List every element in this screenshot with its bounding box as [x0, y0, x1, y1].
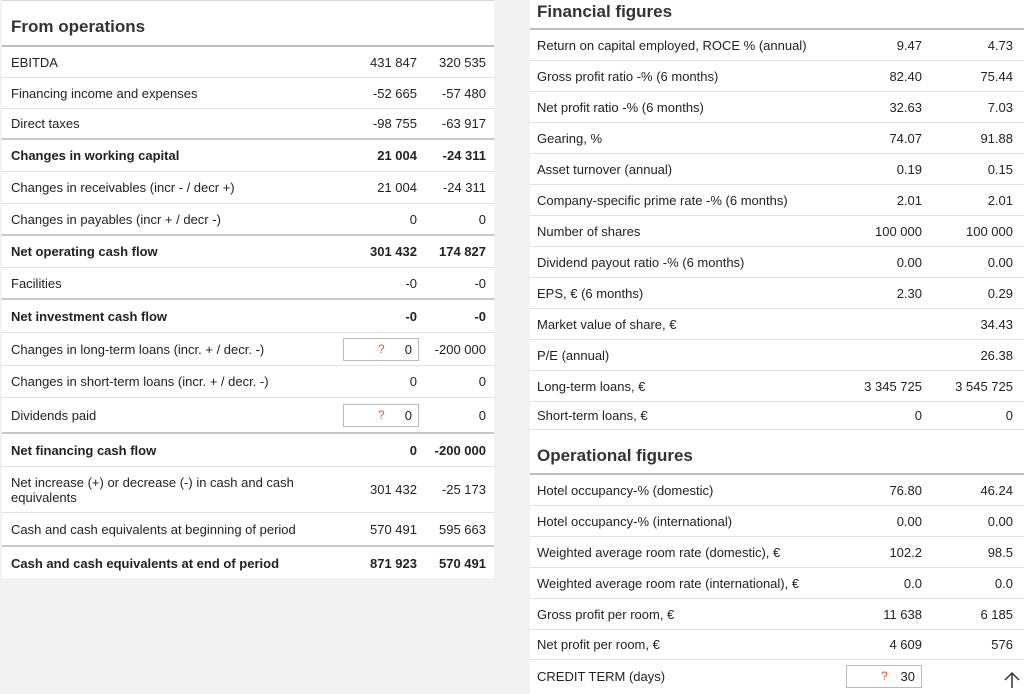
row-room-rate-domestic: Weighted average room rate (domestic), € 102.2 98.5	[530, 537, 1024, 568]
row-gearing: Gearing, % 74.07 91.88	[530, 123, 1024, 154]
row-net-profit-per-room: Net profit per room, € 4 609 576	[530, 630, 1024, 660]
figures-panel	[530, 0, 1024, 694]
row-pe: P/E (annual) 26.38	[530, 340, 1024, 371]
row-market-value-share: Market value of share, € 34.43	[530, 309, 1024, 340]
row-credit-term: CREDIT TERM (days) ? 30	[530, 660, 1024, 692]
row-receivables: Changes in receivables (incr - / decr +) 21 004 -24 311	[2, 172, 494, 204]
long-term-loans-input[interactable]: ? 0	[343, 338, 419, 361]
row-occupancy-international: Hotel occupancy-% (international) 0.00 0.00	[530, 506, 1024, 537]
row-cash-end: Cash and cash equivalents at end of period 871 923 570 491	[11, 555, 486, 571]
row-facilities: Facilities -0 -0	[2, 268, 494, 300]
row-dividend-payout: Dividend payout ratio -% (6 months) 0.00 0.00	[530, 247, 1024, 278]
row-room-rate-international: Weighted average room rate (international), € 0.0 0.0	[530, 568, 1024, 599]
arrow-up-icon[interactable]	[1002, 670, 1022, 690]
row-net-financing-cash-flow: Net financing cash flow 0 -200 000	[2, 434, 494, 467]
credit-term-input[interactable]: ? 30	[846, 665, 922, 688]
row-number-of-shares: Number of shares 100 000 100 000	[530, 216, 1024, 247]
row-working-capital: Changes in working capital 21 004 -24 311	[2, 140, 494, 172]
row-short-term-loans: Short-term loans, € 0 0	[530, 402, 1024, 430]
cash-flow-panel	[2, 0, 494, 578]
row-gross-profit-ratio: Gross profit ratio -% (6 months) 82.40 75.44	[530, 61, 1024, 92]
row-asset-turnover: Asset turnover (annual) 0.19 0.15	[530, 154, 1024, 185]
row-gross-profit-per-room: Gross profit per room, € 11 638 6 185	[530, 599, 1024, 630]
row-direct-taxes: Direct taxes -98 755 -63 917	[2, 109, 494, 140]
section-title-financial-figures: Financial figures	[537, 2, 673, 21]
dividends-paid-input[interactable]: ? 0	[343, 404, 419, 427]
row-dividends-paid: Dividends paid ? 0 0	[2, 398, 494, 434]
question-mark-icon: ?	[378, 342, 385, 356]
row-short-term-loans-change: Changes in short-term loans (incr. + / decr. -) 0 0	[2, 366, 494, 398]
section-title-from-operations: From operations	[11, 17, 146, 36]
row-net-change-in-cash: Net increase (+) or decrease (-) in cash and cash equivalents 301 432 -25 173	[2, 467, 494, 513]
row-net-operating-cash-flow: Net operating cash flow 301 432 174 827	[2, 236, 494, 268]
row-prime-rate: Company-specific prime rate -% (6 months) 2.01 2.01	[530, 185, 1024, 216]
row-net-profit-ratio: Net profit ratio -% (6 months) 32.63 7.03	[530, 92, 1024, 123]
row-net-investment-cash-flow: Net investment cash flow -0 -0	[2, 300, 494, 333]
question-mark-icon: ?	[378, 408, 385, 422]
row-roce: Return on capital employed, ROCE % (annual) 9.47 4.73	[530, 30, 1024, 61]
row-financing-income: Financing income and expenses -52 665 -57 480	[2, 78, 494, 109]
row-cash-beginning: Cash and cash equivalents at beginning of period 570 491 595 663	[2, 513, 494, 547]
section-title-operational-figures: Operational figures	[537, 446, 693, 465]
row-payables: Changes in payables (incr + / decr -) 0 0	[2, 204, 494, 236]
row-long-term-loans: Long-term loans, € 3 345 725 3 545 725	[530, 371, 1024, 402]
row-ebitda: EBITDA 431 847 320 535	[2, 47, 494, 78]
row-occupancy-domestic: Hotel occupancy-% (domestic) 76.80 46.24	[530, 475, 1024, 506]
row-eps: EPS, € (6 months) 2.30 0.29	[530, 278, 1024, 309]
question-mark-icon: ?	[881, 669, 888, 683]
row-long-term-loans-change: Changes in long-term loans (incr. + / decr. -) ? 0 -200 000	[2, 333, 494, 366]
